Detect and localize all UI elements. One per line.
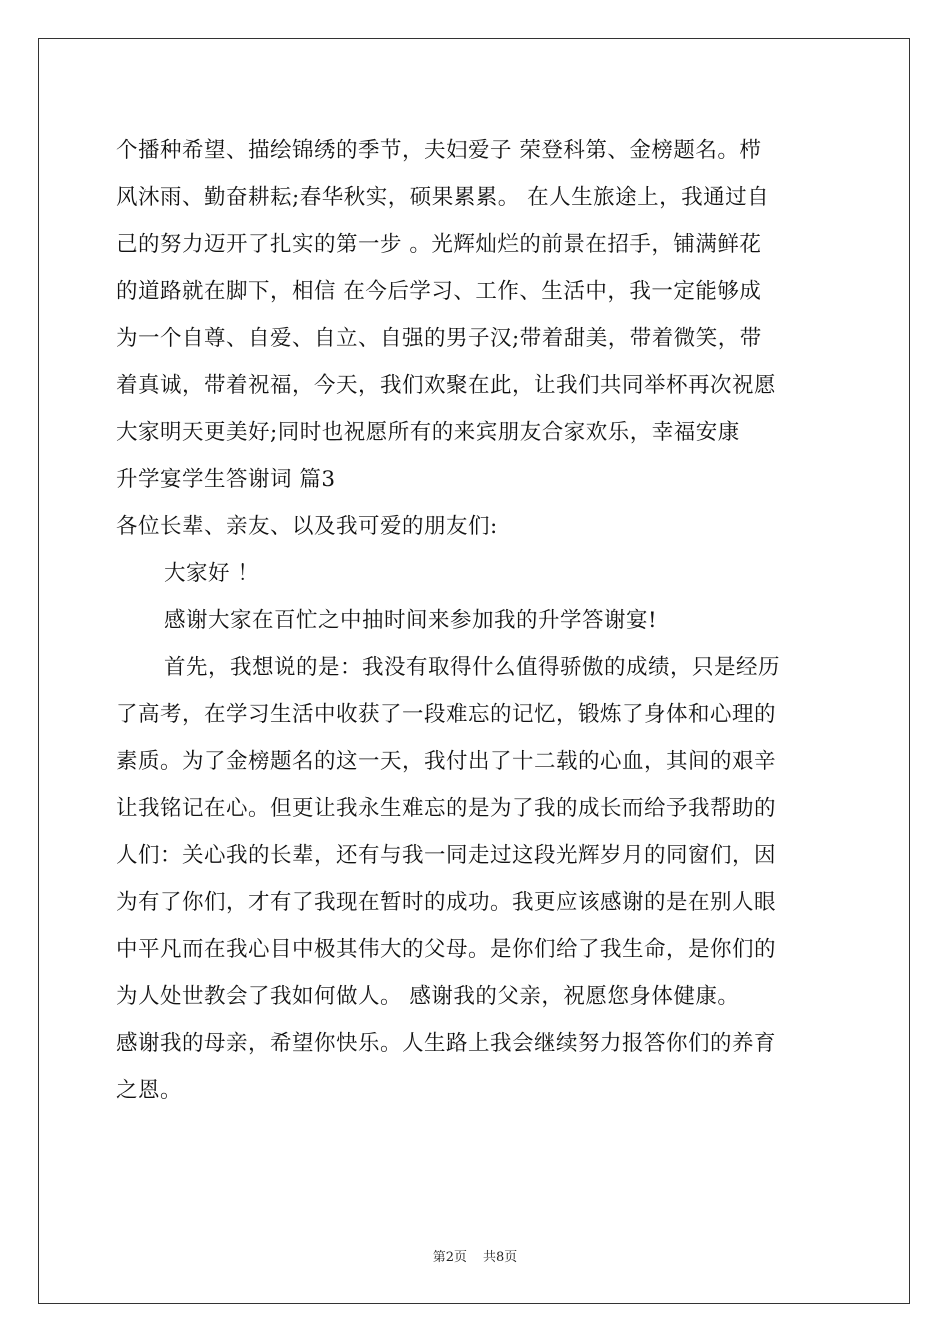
section-title: 升学宴学生答谢词 篇3 [116, 467, 336, 492]
salutation: 各位长辈、亲友、以及我可爱的朋友们: [116, 514, 498, 539]
paragraph-first-line: 首先，我想说的是：我没有取得什么值得骄傲的成绩，只是经历 [164, 655, 781, 680]
text-line: 风沐雨、勤奋耕耘;春华秋实，硕果累累。 在人生旅途上，我通过自 [116, 185, 770, 210]
text-line: 的道路就在脚下，相信 在今后学习、工作、生活中，我一定能够成 [116, 279, 762, 304]
text-line: 之恩。 [116, 1078, 183, 1103]
thanks-line: 感谢大家在百忙之中抽时间来参加我的升学答谢宴! [164, 608, 658, 633]
document-body [116, 127, 846, 1114]
text-line: 感谢我的母亲，希望你快乐。人生路上我会继续努力报答你们的养育 [116, 1031, 777, 1056]
text-line: 大家明天更美好;同时也祝愿所有的来宾朋友合家欢乐，幸福安康 [116, 420, 740, 445]
text-line: 人们：关心我的长辈，还有与我一同走过这段光辉岁月的同窗们，因 [116, 843, 777, 868]
text-line: 己的努力迈开了扎实的第一步 。光辉灿烂的前景在招手，铺满鲜花 [116, 232, 762, 257]
text-line: 为一个自尊、自爱、自立、自强的男子汉;带着甜美，带着微笑，带 [116, 326, 762, 351]
text-line: 个播种希望、描绘锦绣的季节，夫妇爱子 荣登科第、金榜题名。栉 [116, 138, 762, 163]
text-line: 为人处世教会了我如何做人。 感谢我的父亲，祝愿您身体健康。 [116, 984, 740, 1009]
page-number-current: 第2页 [432, 1250, 467, 1265]
text-line: 为有了你们，才有了我现在暂时的成功。我更应该感谢的是在别人眼 [116, 890, 777, 915]
text-line: 让我铭记在心。但更让我永生难忘的是为了我的成长而给予我帮助的 [116, 796, 777, 821]
greeting: 大家好 ！ [164, 561, 260, 586]
page-footer [0, 1246, 950, 1265]
text-line: 着真诚，带着祝福，今天，我们欢聚在此，让我们共同举杯再次祝愿 [116, 373, 777, 398]
text-line: 素质。为了金榜题名的这一天，我付出了十二载的心血，其间的艰辛 [116, 749, 777, 774]
page-number-total: 共8页 [483, 1250, 518, 1265]
text-line: 中平凡而在我心目中极其伟大的父母。是你们给了我生命，是你们的 [116, 937, 777, 962]
text-line: 了高考，在学习生活中收获了一段难忘的记忆，锻炼了身体和心理的 [116, 702, 777, 727]
